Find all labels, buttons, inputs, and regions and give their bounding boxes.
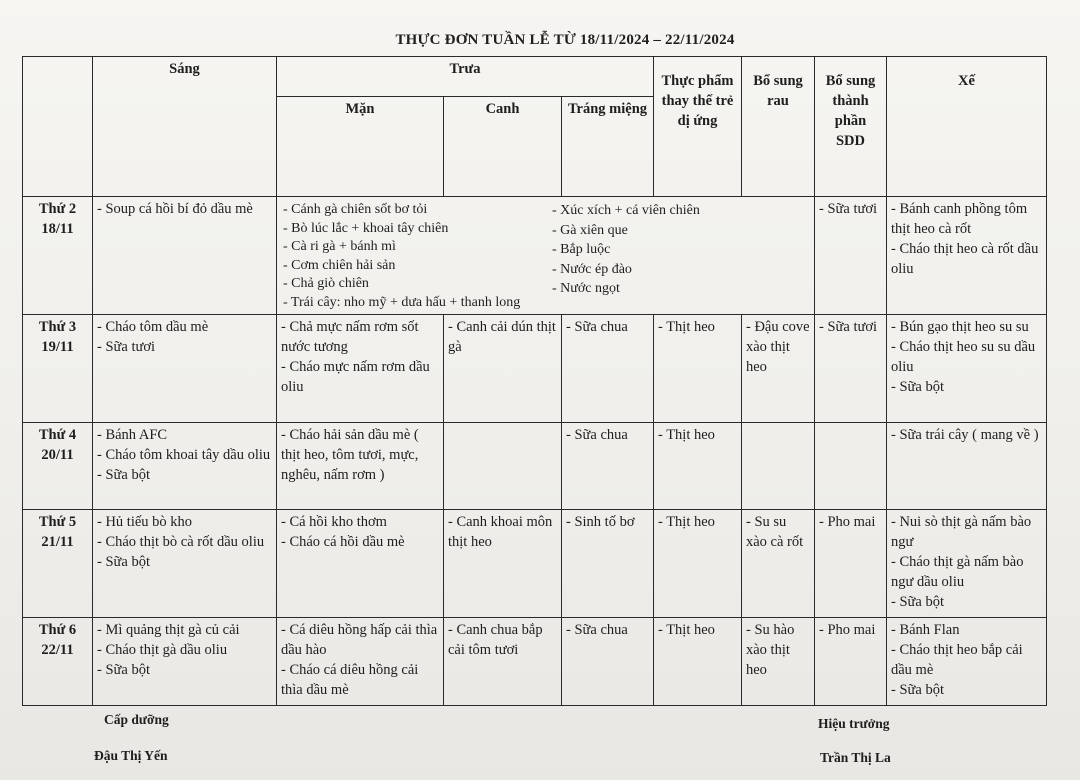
rau-cell (742, 315, 815, 423)
dish-line: - Cá hồi kho thơm (281, 514, 387, 530)
trua-menu-list-left (283, 201, 520, 312)
day-label: Thứ 2 (38, 201, 77, 217)
trang-mieng-cell (562, 618, 654, 706)
rau-cell (742, 423, 815, 510)
sdd-cell (815, 315, 887, 423)
dish-line: - Cháo cá hồi dầu mè (281, 534, 405, 550)
dish-line: - Sữa bột (97, 662, 150, 678)
dish-line: - Thịt heo (658, 319, 715, 335)
table-row (23, 423, 1047, 510)
dish-line: - Cánh gà chiên sốt bơ tỏi (283, 202, 428, 217)
dish-line: - Sữa bột (97, 467, 150, 483)
dish-line: - Cơm chiên hải sản (283, 257, 396, 273)
dish-line: - Bò lúc lắc + khoai tây chiên (283, 220, 449, 236)
table-row (23, 618, 1047, 706)
sdd-cell (815, 618, 887, 706)
sdd-cell (815, 423, 887, 510)
dish-line: - Sinh tố bơ (566, 514, 635, 530)
thuc-pham-cell (654, 315, 742, 423)
rau-cell (742, 510, 815, 618)
canh-cell (444, 315, 562, 423)
dish-line: - Thịt heo (658, 622, 715, 638)
sang-cell (93, 197, 277, 315)
sang-cell (93, 423, 277, 510)
dish-line: - Bánh Flan (891, 622, 960, 638)
day-label: Thứ 5 (38, 514, 77, 530)
header-trang-mieng: Tráng miệng (562, 97, 654, 197)
xe-cell (887, 618, 1047, 706)
trang-mieng-cell (562, 315, 654, 423)
dish-line: - Sữa chua (566, 427, 628, 443)
trang-mieng-cell (562, 510, 654, 618)
table-row (23, 197, 1047, 315)
dish-line: - Cháo mực nấm rơm dầu oliu (281, 359, 430, 395)
dish-line: - Sữa trái cây ( mang về ) (891, 427, 1039, 443)
header-trua: Trưa (277, 57, 654, 97)
dish-line: - Sữa bột (891, 682, 944, 698)
dish-line: - Cháo tôm khoai tây dầu oliu (97, 447, 271, 463)
dish-line: - Cháo cá diêu hồng cải thìa dầu mè (281, 662, 419, 698)
dish-line: - Sữa bột (891, 379, 944, 395)
dish-line: - Chả giò chiên (283, 276, 369, 291)
xe-cell (887, 510, 1047, 618)
dish-line: - Sữa bột (891, 594, 944, 610)
day-cell (23, 510, 93, 618)
dish-line: - Canh cải dún thịt gà (448, 319, 556, 355)
sang-cell (93, 315, 277, 423)
day-label: Thứ 3 (38, 319, 77, 335)
thuc-pham-cell (654, 510, 742, 618)
dish-line: - Thịt heo (658, 427, 715, 443)
day-label: Thứ 4 (38, 427, 77, 443)
day-date: 19/11 (41, 339, 74, 355)
man-cell (277, 618, 444, 706)
dish-line: - Cà ri gà + bánh mì (283, 239, 396, 254)
signature-left-title: Cấp dưỡng (104, 712, 169, 727)
sdd-cell (815, 197, 887, 315)
dish-line: - Soup cá hồi bí đỏ dầu mè (97, 201, 253, 217)
day-cell (23, 315, 93, 423)
man-cell (277, 315, 444, 423)
dish-line: - Bún gạo thịt heo su su (891, 319, 1029, 335)
header-bo-sung-sdd: Bổ sung thành phần SDD (815, 57, 887, 197)
dish-line: - Nước ép đào (552, 261, 632, 277)
table-row (23, 510, 1047, 618)
xe-cell (887, 423, 1047, 510)
dish-line: - Sữa chua (566, 622, 628, 638)
dish-line: - Bánh canh phồng tôm thịt heo cà rốt (891, 201, 1028, 237)
day-label: Thứ 6 (38, 622, 77, 638)
header-day-corner (23, 57, 93, 197)
trua-merged-cell (277, 197, 815, 315)
sdd-cell (815, 510, 887, 618)
dish-line: - Chả mực nấm rơm sốt nước tương (281, 319, 419, 355)
dish-line: - Canh chua bắp cải tôm tươi (448, 622, 543, 658)
dish-line: - Xúc xích + cá viên chiên (552, 203, 700, 218)
dish-line: - Cháo thịt heo su su dầu oliu (891, 339, 1036, 375)
dish-line: - Sữa tươi (819, 319, 878, 335)
page-title: THỰC ĐƠN TUẦN LỄ TỪ 18/11/2024 – 22/11/2024 (395, 32, 735, 48)
dish-line: - Bắp luộc (552, 242, 611, 257)
dish-line: - Hủ tiếu bò kho (97, 514, 193, 530)
day-cell (23, 423, 93, 510)
header-canh: Canh (444, 97, 562, 197)
signature-left-name: Đậu Thị Yến (94, 748, 168, 763)
header-xe: Xế (887, 57, 1047, 197)
dish-line: - Pho mai (819, 514, 876, 530)
dish-line: - Gà xiên que (552, 222, 628, 238)
dish-line: - Cá diêu hồng hấp cải thìa dầu hào (281, 622, 438, 658)
header-sang: Sáng (93, 57, 277, 197)
thuc-pham-cell (654, 423, 742, 510)
canh-cell (444, 618, 562, 706)
dish-line: - Canh khoai môn thịt heo (448, 514, 553, 550)
xe-cell (887, 315, 1047, 423)
header-bo-sung-rau: Bổ sung rau (742, 57, 815, 197)
dish-line: - Su su xào cà rốt (746, 514, 804, 550)
dish-line: - Su hào xào thịt heo (746, 622, 795, 678)
dish-line: - Nui sò thịt gà nấm bào ngư (891, 514, 1032, 550)
trang-mieng-cell (562, 423, 654, 510)
thuc-pham-cell (654, 618, 742, 706)
dish-line: - Cháo tôm dầu mè (97, 319, 209, 335)
signature-right-title: Hiệu trưởng (818, 716, 890, 731)
weekly-menu-table (22, 56, 1047, 706)
dish-line: - Sữa tươi (819, 201, 878, 217)
dish-line: - Mì quảng thịt gà củ cải (97, 622, 240, 638)
header-thuc-pham: Thực phẩm thay thế trẻ dị ứng (654, 57, 742, 197)
day-date: 22/11 (41, 642, 74, 658)
dish-line: - Sữa chua (566, 319, 628, 335)
day-date: 20/11 (41, 447, 74, 463)
dish-line: - Sữa bột (97, 554, 150, 570)
dish-line: - Cháo thịt gà dầu oliu (97, 642, 228, 658)
dish-line: - Cháo thịt heo cà rốt dầu oliu (891, 241, 1039, 277)
dish-line: - Thịt heo (658, 514, 715, 530)
trua-menu-list-right (552, 201, 700, 299)
dish-line: - Đậu cove xào thịt heo (746, 319, 810, 375)
day-date: 18/11 (41, 221, 74, 237)
dish-line: - Cháo thịt heo bắp cải dầu mè (891, 642, 1023, 678)
dish-line: - Cháo hải sản dầu mè ( thịt heo, tôm tươi, mực, nghêu, nấm rơm ) (281, 427, 419, 483)
dish-line: - Trái cây: nho mỹ + dưa hấu + thanh long (283, 294, 521, 310)
header-man: Mặn (277, 97, 444, 197)
day-cell (23, 197, 93, 315)
dish-line: - Cháo thịt bò cà rốt dầu oliu (97, 534, 265, 550)
dish-line: - Bánh AFC (97, 427, 168, 443)
dish-line: - Sữa tươi (97, 339, 156, 355)
xe-cell (887, 197, 1047, 315)
dish-line: - Pho mai (819, 622, 876, 638)
canh-cell (444, 423, 562, 510)
signature-right-name: Trần Thị La (820, 750, 891, 765)
man-cell (277, 423, 444, 510)
dish-line: - Cháo thịt gà nấm bào ngư dầu oliu (891, 554, 1024, 590)
canh-cell (444, 510, 562, 618)
table-row (23, 315, 1047, 423)
dish-line: - Nước ngọt (552, 281, 620, 296)
sang-cell (93, 618, 277, 706)
rau-cell (742, 618, 815, 706)
man-cell (277, 510, 444, 618)
day-cell (23, 618, 93, 706)
sang-cell (93, 510, 277, 618)
day-date: 21/11 (41, 534, 74, 550)
